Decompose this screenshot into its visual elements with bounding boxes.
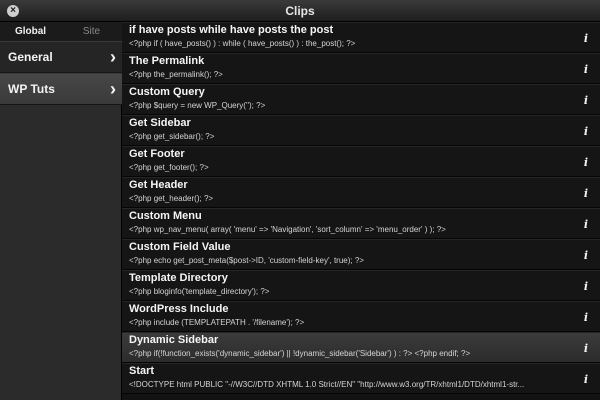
window-titlebar bbox=[0, 0, 600, 22]
info-icon[interactable]: i bbox=[583, 218, 588, 231]
window-title: Clips bbox=[285, 4, 315, 18]
chevron-right-icon: › bbox=[110, 47, 116, 67]
info-icon[interactable]: i bbox=[583, 63, 588, 76]
clip-title: The Permalink bbox=[129, 55, 205, 67]
clip-item[interactable] bbox=[122, 177, 600, 208]
tab-site[interactable]: Site bbox=[82, 26, 101, 37]
clip-code: <?php get_footer(); ?> bbox=[129, 163, 209, 172]
clip-title: Get Footer bbox=[129, 148, 185, 160]
clip-item[interactable] bbox=[122, 239, 600, 270]
info-icon[interactable]: i bbox=[583, 125, 588, 138]
chevron-right-icon: › bbox=[110, 79, 116, 99]
clip-code: <?php if ( have_posts() ) : while ( have_posts() ) : the_post(); ?> bbox=[129, 39, 356, 48]
clip-code: <?php get_header(); ?> bbox=[129, 194, 214, 203]
info-icon[interactable]: i bbox=[583, 249, 588, 262]
info-icon[interactable]: i bbox=[583, 94, 588, 107]
sidebar-item-label: WP Tuts bbox=[8, 82, 55, 96]
clip-title: if have posts while have posts the post bbox=[129, 24, 334, 36]
clip-title: Get Header bbox=[129, 179, 188, 191]
clip-title: Custom Query bbox=[129, 86, 205, 98]
clip-title: Start bbox=[129, 365, 155, 377]
sidebar-item-general[interactable] bbox=[0, 41, 122, 73]
clip-item[interactable] bbox=[122, 53, 600, 84]
clip-code: <?php wp_nav_menu( array( 'menu' => 'Navigation', 'sort_column' => 'menu_order' ) ); ?> bbox=[129, 225, 446, 234]
clip-title: Custom Field Value bbox=[129, 241, 231, 253]
clip-item[interactable] bbox=[122, 84, 600, 115]
clip-title: Get Sidebar bbox=[129, 117, 191, 129]
clip-code: <?php echo get_post_meta($post->ID, 'custom-field-key', true); ?> bbox=[129, 256, 364, 265]
info-icon[interactable]: i bbox=[583, 311, 588, 324]
close-icon[interactable]: × bbox=[7, 5, 19, 17]
clip-item[interactable] bbox=[122, 208, 600, 239]
clip-item[interactable] bbox=[122, 301, 600, 332]
sidebar-item-wp-tuts[interactable] bbox=[0, 73, 122, 105]
info-icon[interactable]: i bbox=[583, 280, 588, 293]
clip-item[interactable] bbox=[122, 115, 600, 146]
clip-item-selected[interactable] bbox=[122, 332, 600, 363]
clip-code: <?php include (TEMPLATEPATH . '/filename'); ?> bbox=[129, 318, 305, 327]
clip-code: <?php if(!function_exists('dynamic_sidebar') || !dynamic_sidebar('Sidebar') ) : ?> <?php endif; ?> bbox=[129, 349, 471, 358]
clip-code: <?php the_permalink(); ?> bbox=[129, 70, 223, 79]
tab-global[interactable]: Global bbox=[14, 26, 47, 37]
clip-code: <?php get_sidebar(); ?> bbox=[129, 132, 215, 141]
clip-code: <?php bloginfo('template_directory'); ?> bbox=[129, 287, 270, 296]
clip-list bbox=[122, 22, 600, 400]
clip-code: <?php $query = new WP_Query(''); ?> bbox=[129, 101, 266, 110]
sidebar-item-label: General bbox=[8, 50, 53, 64]
clip-item[interactable] bbox=[122, 22, 600, 53]
clip-title: Dynamic Sidebar bbox=[129, 334, 219, 346]
info-icon[interactable]: i bbox=[583, 156, 588, 169]
info-icon[interactable]: i bbox=[583, 32, 588, 45]
clip-title: Custom Menu bbox=[129, 210, 202, 222]
clip-item[interactable] bbox=[122, 363, 600, 394]
info-icon[interactable]: i bbox=[583, 373, 588, 386]
clip-item[interactable] bbox=[122, 270, 600, 301]
sidebar-tabs bbox=[0, 22, 122, 41]
info-icon[interactable]: i bbox=[583, 187, 588, 200]
sidebar bbox=[0, 22, 122, 400]
clip-title: WordPress Include bbox=[129, 303, 229, 315]
clip-item[interactable] bbox=[122, 146, 600, 177]
clip-code: <!DOCTYPE html PUBLIC "-//W3C//DTD XHTML 1.0 Strict//EN" "http://www.w3.org/TR/xhtml1/DTD/xhtml1-str... bbox=[129, 380, 525, 389]
clip-title: Template Directory bbox=[129, 272, 228, 284]
info-icon[interactable]: i bbox=[583, 342, 588, 355]
